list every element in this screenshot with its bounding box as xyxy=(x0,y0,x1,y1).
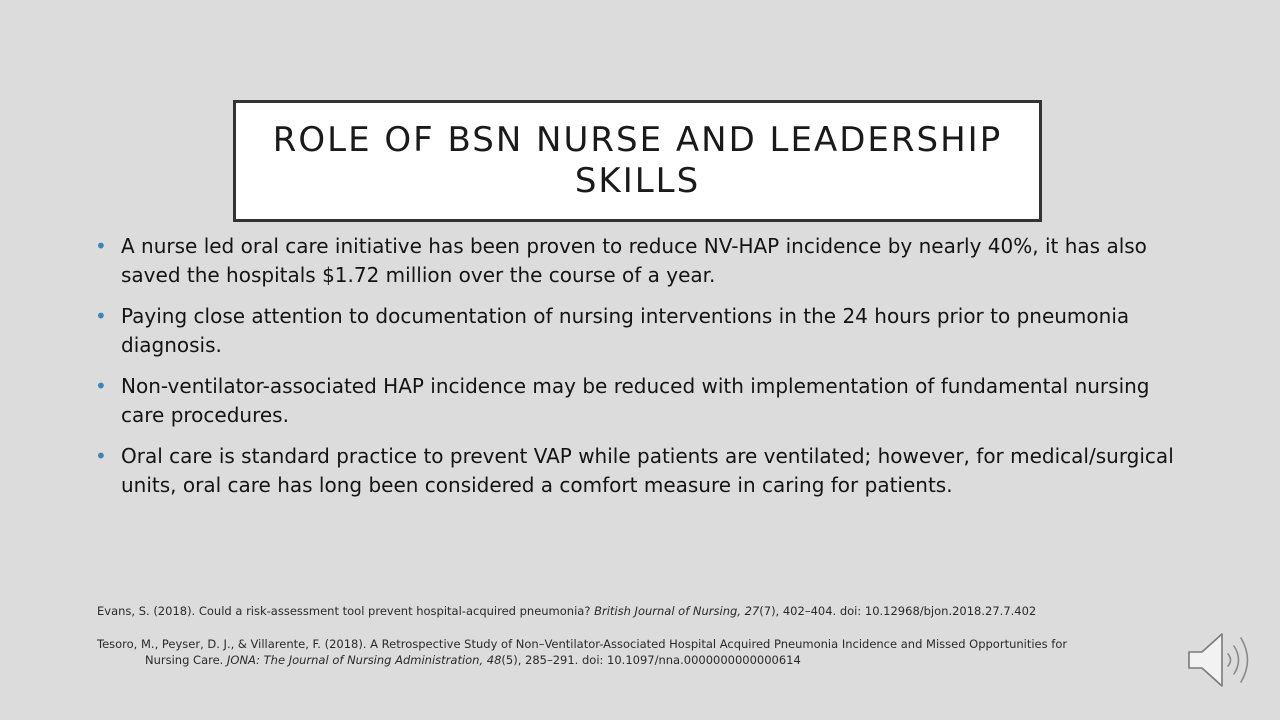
bullet-item xyxy=(95,302,1185,360)
speaker-icon[interactable] xyxy=(1186,630,1258,690)
bullet-marker: • xyxy=(95,234,107,258)
bullet-text: Paying close attention to documentation of nursing interventions in the 24 hours prior to pneumonia diagnosis. xyxy=(121,304,1130,357)
reference-entry xyxy=(97,603,1097,619)
references xyxy=(97,603,1097,685)
reference-details: (5), 285–291. doi: 10.1097/nna.0000000000000614 xyxy=(501,653,801,667)
reference-text: Evans, S. (2018). Could a risk-assessment tool prevent hospital-acquired pneumonia? xyxy=(97,604,595,618)
bullet-item xyxy=(95,232,1185,290)
bullet-text: Oral care is standard practice to prevent VAP while patients are ventilated; however, for medical/surgical units, oral care has long been considered a comfort measure in caring for patients. xyxy=(121,444,1174,497)
bullet-text: A nurse led oral care initiative has been proven to reduce NV-HAP incidence by nearly 40%, it has also saved the hospitals $1.72 million over the course of a year. xyxy=(121,234,1147,287)
reference-journal: British Journal of Nursing, 27 xyxy=(594,604,760,618)
reference-text: Tesoro, M., Peyser, D. J., & Villarente, F. (2018). A Retrospective Study of Non–Ventilator-Associated Hospital Acquired Pneumonia Incidence and Missed Opportunities for Nursing Care. xyxy=(97,637,1068,667)
bullet-marker: • xyxy=(95,444,107,468)
bullet-marker: • xyxy=(95,374,107,398)
title-box xyxy=(233,100,1042,222)
bullet-item xyxy=(95,372,1185,430)
reference-entry xyxy=(97,636,1097,668)
bullet-marker: • xyxy=(95,304,107,328)
reference-details: (7), 402–404. doi: 10.12968/bjon.2018.27.7.402 xyxy=(759,604,1037,618)
bullet-list xyxy=(95,232,1185,512)
slide-title: ROLE OF BSN NURSE AND LEADERSHIP SKILLS xyxy=(272,120,1003,201)
reference-journal: JONA: The Journal of Nursing Administration, 48 xyxy=(227,653,502,667)
bullet-text: Non-ventilator-associated HAP incidence may be reduced with implementation of fundamental nursing care procedures. xyxy=(121,374,1150,427)
bullet-item xyxy=(95,442,1185,500)
